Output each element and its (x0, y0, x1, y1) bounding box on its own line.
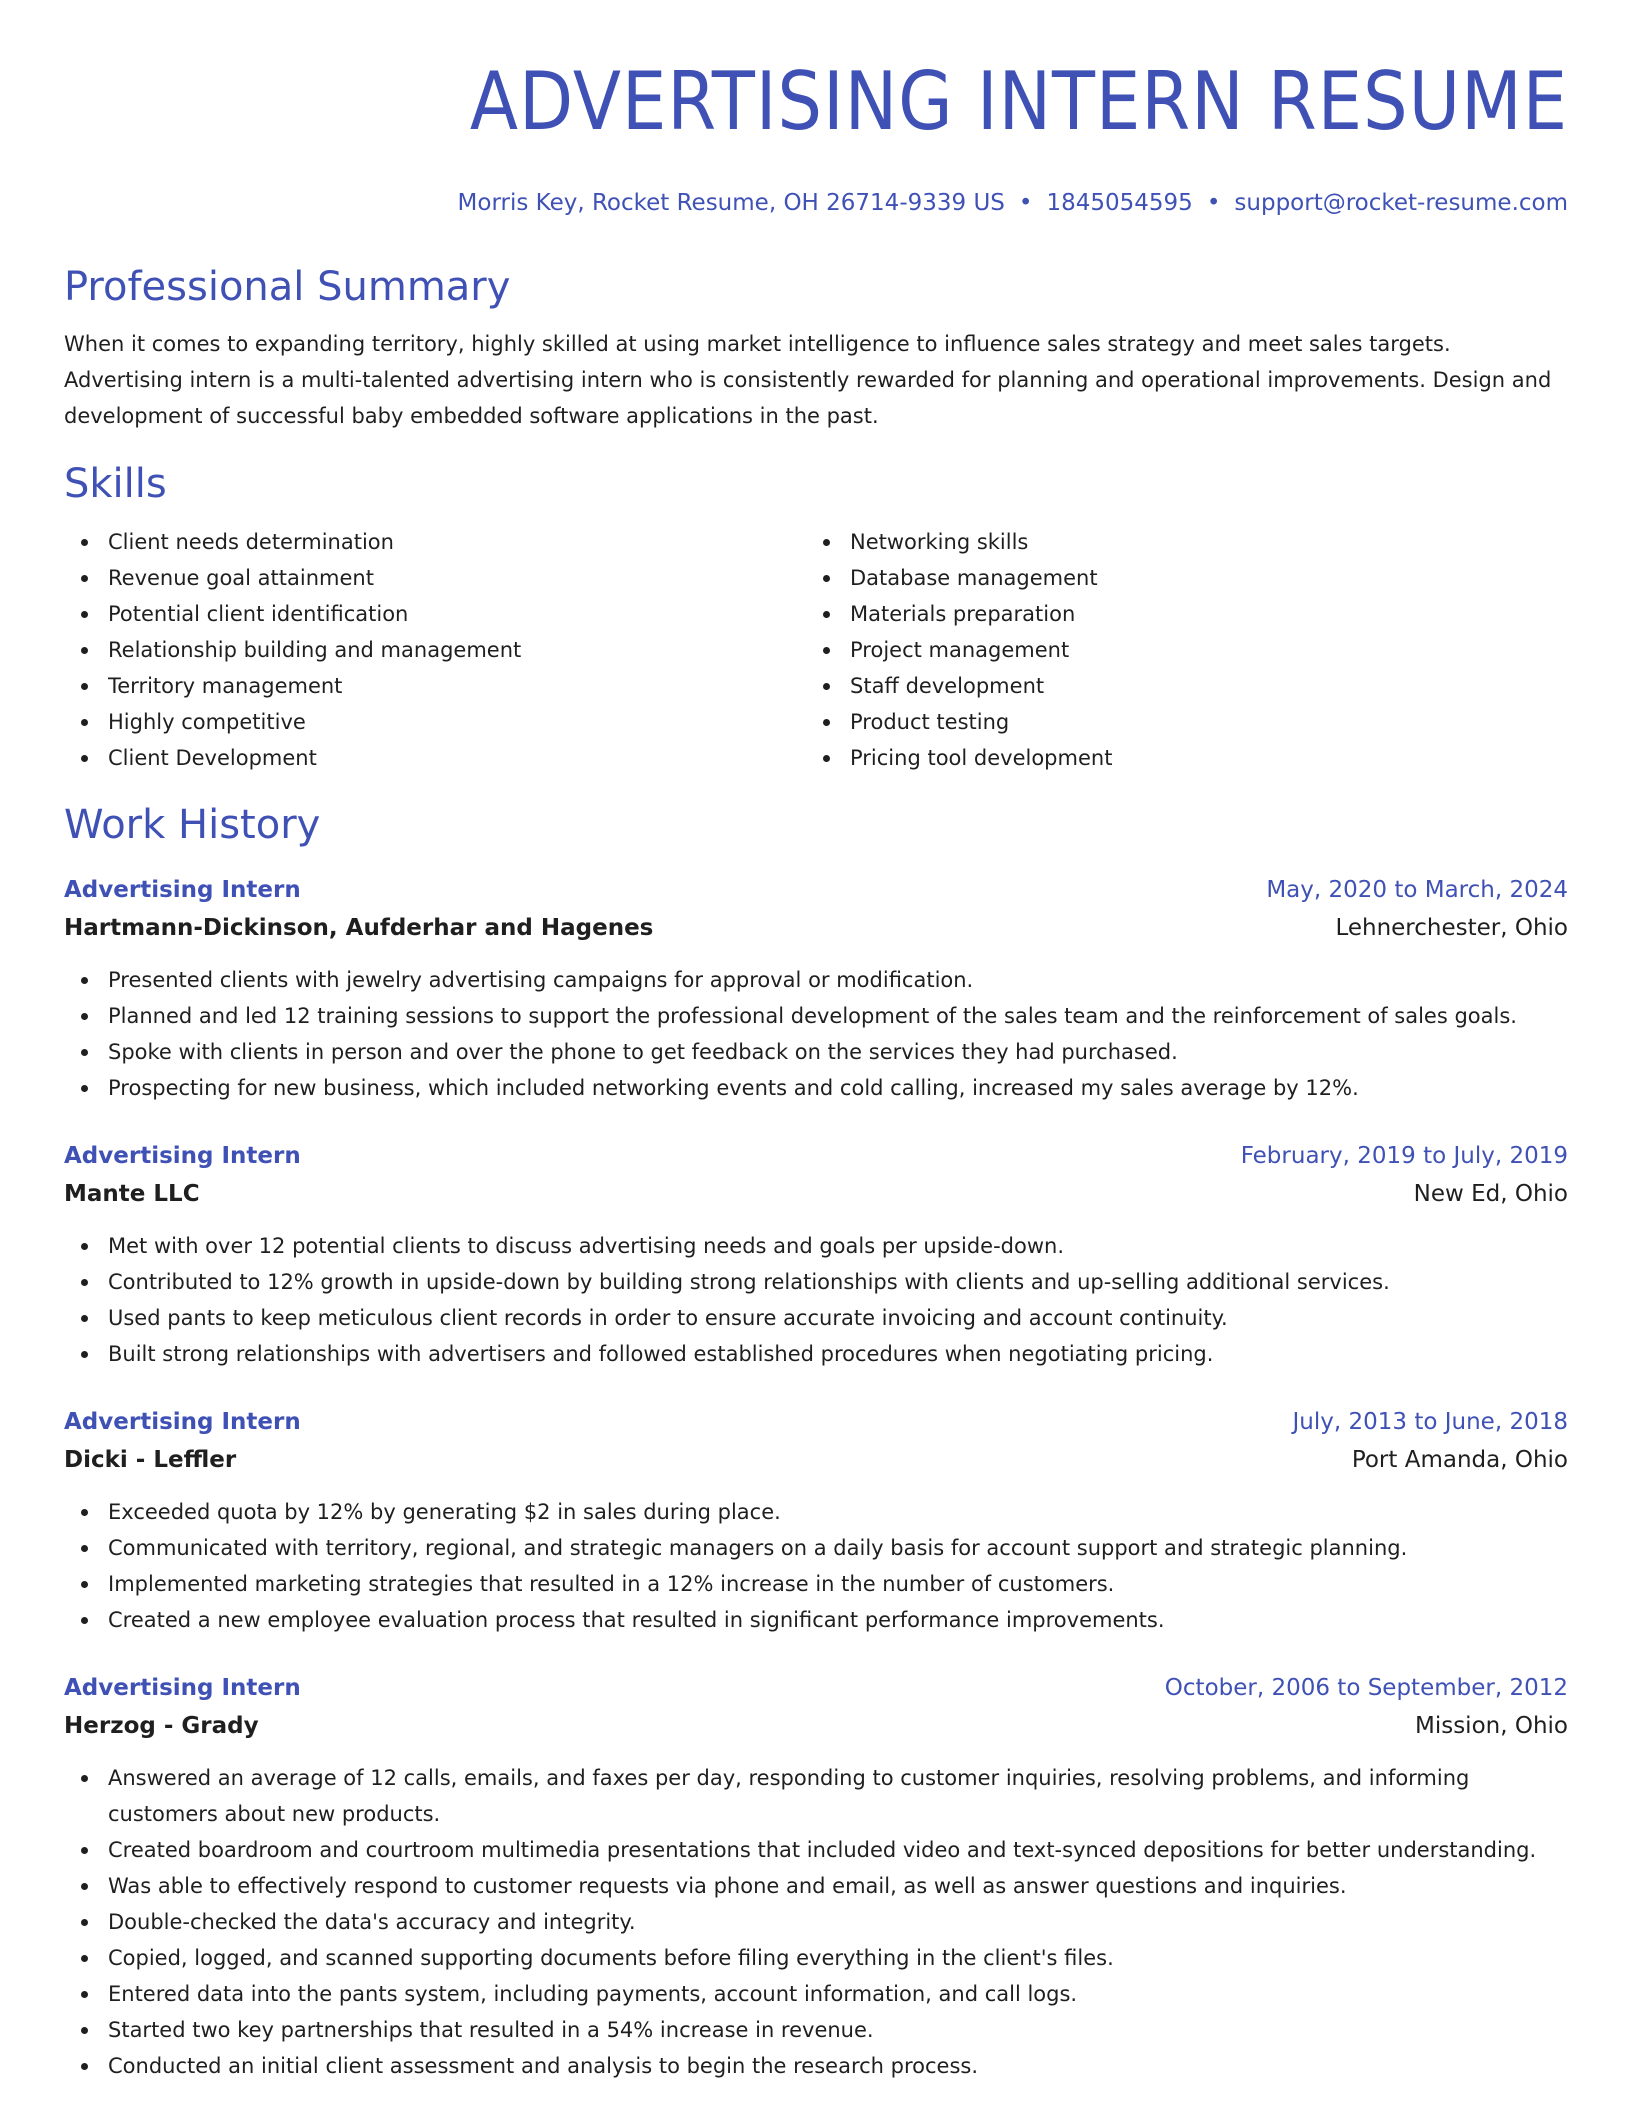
job-bullets (64, 1494, 1568, 1638)
job-bullets (64, 1228, 1568, 1372)
contact-separator: • (1018, 190, 1033, 216)
job-list (64, 871, 1568, 2084)
list-item: Potential client identification (64, 596, 806, 632)
job-title: Advertising Intern (64, 1675, 301, 1701)
skills-left-column (64, 524, 806, 776)
list-item: Conducted an initial client assessment and analysis to begin the research process. (64, 2048, 1568, 2084)
job-entry (64, 1669, 1568, 2084)
job-header-row (64, 1137, 1568, 1175)
list-item: Revenue goal attainment (64, 560, 806, 596)
list-item: Created boardroom and courtroom multimedia presentations that included video and text-synced depositions for better understanding. (64, 1832, 1568, 1868)
job-company: Hartmann-Dickinson, Aufderhar and Hagenes (64, 915, 654, 941)
job-entry (64, 1403, 1568, 1638)
job-dates: October, 2006 to September, 2012 (1164, 1675, 1568, 1701)
job-company-row (64, 1441, 1568, 1479)
job-dates: February, 2019 to July, 2019 (1240, 1143, 1568, 1169)
contact-separator: • (1206, 190, 1221, 216)
list-item: Database management (806, 560, 1548, 596)
list-item: Staff development (806, 668, 1548, 704)
job-company: Mante LLC (64, 1181, 200, 1207)
list-item: Client Development (64, 740, 806, 776)
work-history-section (64, 801, 1568, 2084)
list-item: Product testing (806, 704, 1548, 740)
job-title: Advertising Intern (64, 877, 301, 903)
list-item: Was able to effectively respond to customer requests via phone and email, as well as answer questions and inquiries. (64, 1868, 1568, 1904)
list-item: Used pants to keep meticulous client records in order to ensure accurate invoicing and account continuity. (64, 1300, 1568, 1336)
skills-heading: Skills (64, 461, 167, 507)
list-item: Project management (806, 632, 1548, 668)
skills-right-column (806, 524, 1548, 776)
job-location: Lehnerchester, Ohio (1335, 915, 1568, 941)
job-bullets (64, 962, 1568, 1106)
work-history-heading: Work History (64, 802, 321, 848)
contact-line (64, 188, 1568, 218)
job-company: Herzog - Grady (64, 1713, 259, 1739)
contact-phone: 1845054595 (1046, 190, 1193, 216)
list-item: Planned and led 12 training sessions to support the professional development of the sales team and the reinforcement of sales goals. (64, 998, 1568, 1034)
summary-text: When it comes to expanding territory, highly skilled at using market intelligence to influence sales strategy and meet sales targets. Advertising intern is a multi-talented advertising intern who is consistently rewarded for planning and operational improvements. Design and development of successful baby embedded software applications in the past. (64, 332, 1552, 428)
list-item: Networking skills (806, 524, 1548, 560)
list-item: Communicated with territory, regional, and strategic managers on a daily basis for account support and strategic planning. (64, 1530, 1568, 1566)
job-entry (64, 871, 1568, 1106)
job-bullets (64, 1760, 1568, 2084)
list-item: Pricing tool development (806, 740, 1548, 776)
list-item: Implemented marketing strategies that resulted in a 12% increase in the number of customers. (64, 1566, 1568, 1602)
list-item: Prospecting for new business, which included networking events and cold calling, increased my sales average by 12%. (64, 1070, 1568, 1106)
summary-section (64, 263, 1568, 434)
job-entry (64, 1137, 1568, 1372)
job-location: New Ed, Ohio (1413, 1181, 1568, 1207)
list-item: Client needs determination (64, 524, 806, 560)
list-item: Exceeded quota by 12% by generating $2 in sales during place. (64, 1494, 1568, 1530)
job-company-row (64, 909, 1568, 947)
list-item: Created a new employee evaluation process that resulted in significant performance improvements. (64, 1602, 1568, 1638)
contact-address: Morris Key, Rocket Resume, OH 26714-9339 US (457, 190, 1005, 216)
list-item: Entered data into the pants system, including payments, account information, and call logs. (64, 1976, 1568, 2012)
job-location: Mission, Ohio (1414, 1713, 1568, 1739)
list-item: Spoke with clients in person and over the phone to get feedback on the services they had purchased. (64, 1034, 1568, 1070)
list-item: Materials preparation (806, 596, 1548, 632)
job-dates: May, 2020 to March, 2024 (1266, 877, 1568, 903)
list-item: Highly competitive (64, 704, 806, 740)
list-item: Territory management (64, 668, 806, 704)
job-company-row (64, 1707, 1568, 1745)
job-dates: July, 2013 to June, 2018 (1292, 1409, 1568, 1435)
list-item: Copied, logged, and scanned supporting documents before filing everything in the client's files. (64, 1940, 1568, 1976)
list-item: Contributed to 12% growth in upside-down by building strong relationships with clients and up-selling additional services. (64, 1264, 1568, 1300)
job-title: Advertising Intern (64, 1143, 301, 1169)
job-location: Port Amanda, Ohio (1351, 1447, 1568, 1473)
list-item: Met with over 12 potential clients to discuss advertising needs and goals per upside-down. (64, 1228, 1568, 1264)
list-item: Double-checked the data's accuracy and integrity. (64, 1904, 1568, 1940)
job-header-row (64, 1403, 1568, 1441)
job-company: Dicki - Leffler (64, 1447, 237, 1473)
list-item: Started two key partnerships that resulted in a 54% increase in revenue. (64, 2012, 1568, 2048)
contact-email: support@rocket-resume.com (1234, 190, 1568, 216)
list-item: Presented clients with jewelry advertising campaigns for approval or modification. (64, 962, 1568, 998)
list-item: Answered an average of 12 calls, emails, and faxes per day, responding to customer inquiries, resolving problems, and informing customers about new products. (64, 1760, 1568, 1832)
list-item: Built strong relationships with advertisers and followed established procedures when negotiating pricing. (64, 1336, 1568, 1372)
summary-heading: Professional Summary (64, 264, 511, 310)
resume-title: ADVERTISING INTERN RESUME (469, 55, 1568, 148)
job-header-row (64, 871, 1568, 909)
skills-columns (64, 524, 1568, 776)
job-header-row (64, 1669, 1568, 1707)
skills-section (64, 460, 1568, 776)
list-item: Relationship building and management (64, 632, 806, 668)
job-company-row (64, 1175, 1568, 1213)
job-title: Advertising Intern (64, 1409, 301, 1435)
